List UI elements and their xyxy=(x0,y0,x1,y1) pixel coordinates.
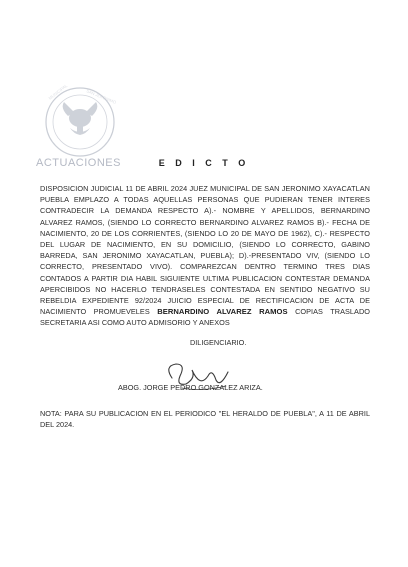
signer-name: ABOG. JORGE PEDRO GONZALEZ ARIZA. xyxy=(118,383,263,392)
diligenciario-label: DILIGENCIARIO. xyxy=(190,338,247,347)
document-title: E D I C T O xyxy=(158,158,250,168)
seal-text: ACTUACIONES xyxy=(36,157,121,169)
svg-text:MUNICIPAL: MUNICIPAL xyxy=(47,82,69,101)
body-text: DISPOSICION JUDICIAL 11 DE ABRIL 2024 JUEZ MUNICIPAL DE SAN JERONIMO XAYACATLAN PUEBLA EMPLAZO A TODAS AQUELLAS PERSONAS QUE PUDIERAN TENER INTERES CONTRADECIR LA DEMANDA RESPECTO A).- NOMBRE Y APELLIDOS, BERNARDINO ALVAREZ RAMOS, (SIENDO LO CORRECTO BERNARDINO ALVAREZ RAMOS B).- FECHA DE NACIMIENTO, 20 DE LOS CORRIENTES, (SIENDO LO 20 DE MAYO DE 1962), C).- RESPECTO DEL LUGAR DE NACIMIENTO, EN SU DOMICILIO, (SIENDO LO CORRECTO, GABINO BARREDA, SAN JERONIMO XAYACATLAN, PUEBLA); D).-PRESENTADO VIV, (SIENDO LO CORRECTO, PRESENTADO VIVO). COMPAREZCAN DENTRO TERMINO TRES DIAS CONTADOS A PARTIR DIA HABIL SIGUIENTE ULTIMA PUBLICACION CONTESTAR DEMANDA APERCIBIDOS NO HACERLO TENDRASELES CONTESTADA EN SENTIDO NEGATIVO SU REBELDIA EXPEDIENTE 92/2024 JUICIO ESPECIAL DE RECTIFICACION DE ACTA DE NACIMIENTO PROMUEVELES xyxy=(40,184,370,317)
publication-note: NOTA: PARA SU PUBLICACION EN EL PERIODICO "EL HERALDO DE PUEBLA", A 11 DE ABRIL DEL 2024. xyxy=(40,409,370,430)
eagle-emblem-icon xyxy=(63,102,98,135)
svg-text:SAN JERONIMO: SAN JERONIMO xyxy=(85,88,118,105)
signature-mark xyxy=(156,358,246,398)
body-tail: COPIAS TRASLADO SECRETARIA ASI COMO AUTO ADMISORIO Y ANEXOS xyxy=(40,307,370,328)
document-body xyxy=(40,183,370,329)
highlighted-name: BERNARDINO ALVAREZ RAMOS xyxy=(157,307,288,317)
